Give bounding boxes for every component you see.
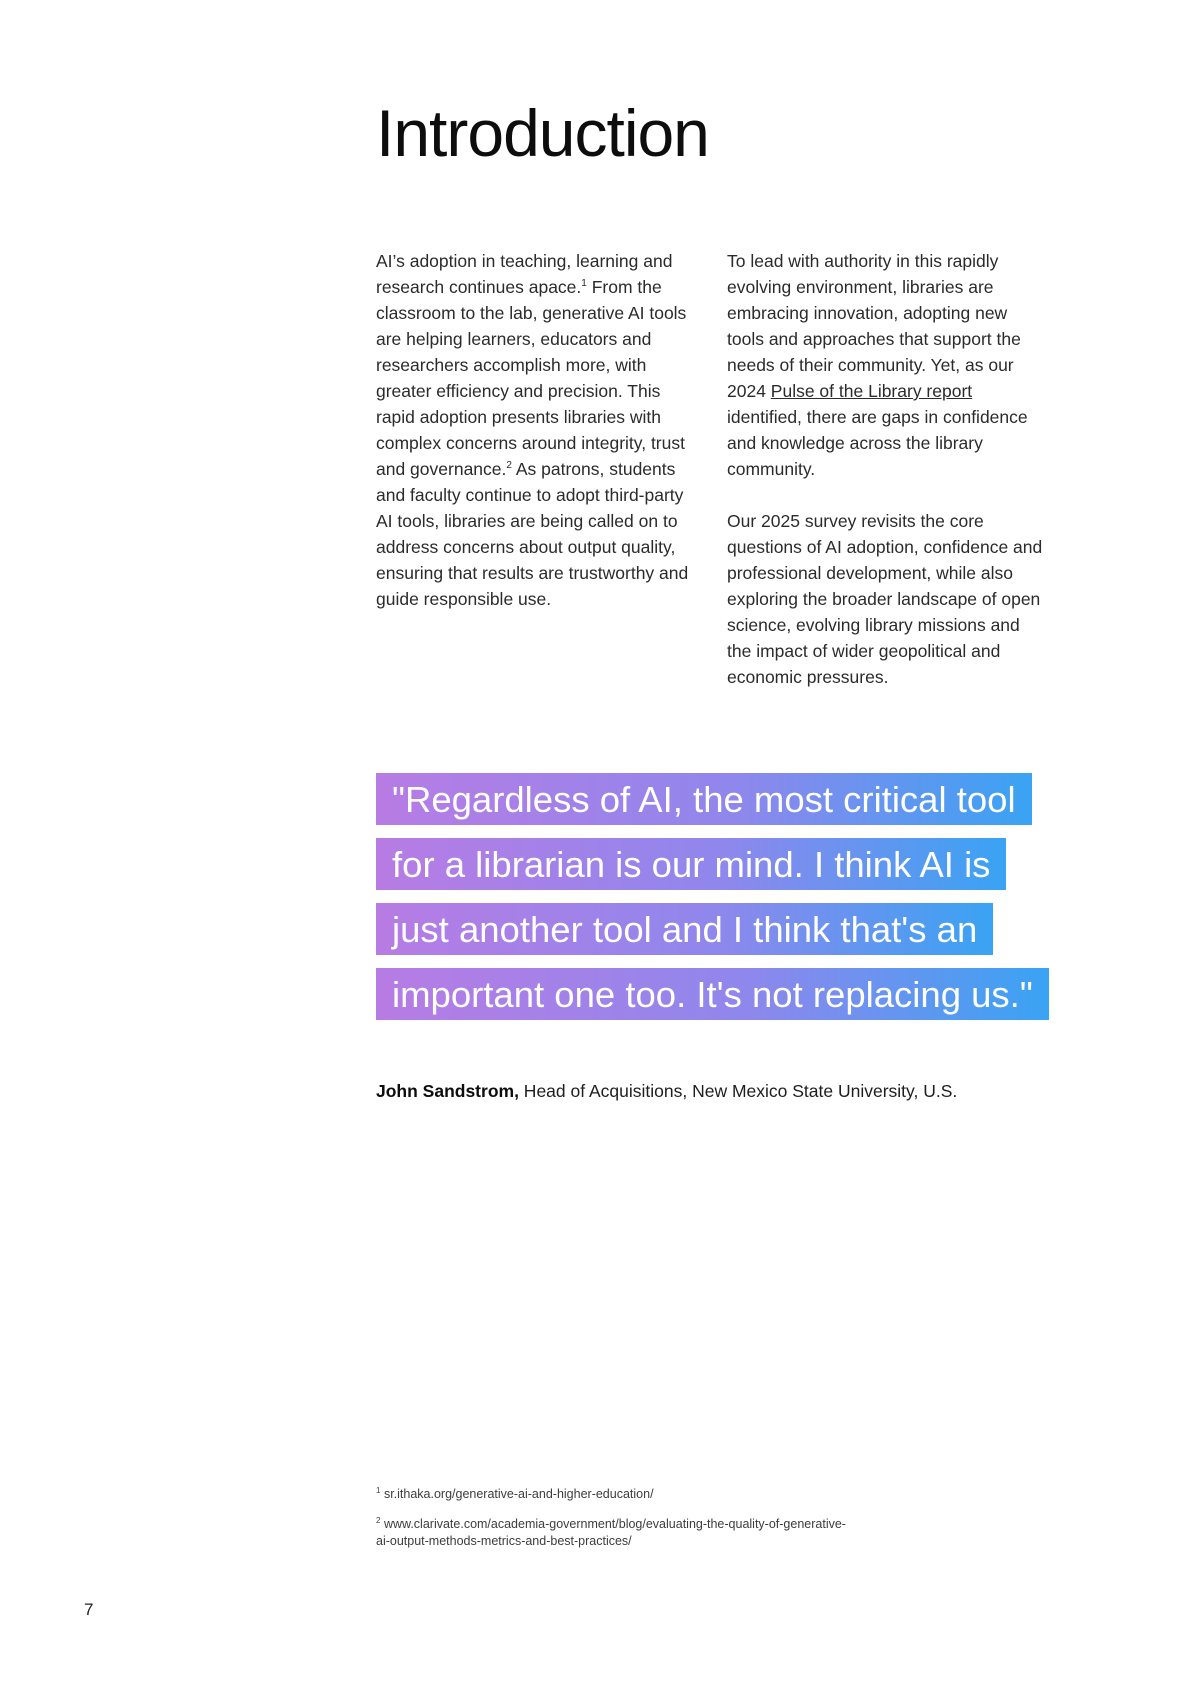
page-title: Introduction xyxy=(376,96,709,170)
intro-paragraph-2 xyxy=(727,248,1047,482)
attribution-name: John Sandstrom, xyxy=(376,1081,519,1101)
footnote-number: 2 xyxy=(376,1515,381,1525)
pull-quote-line: for a librarian is our mind. I think AI is xyxy=(376,838,1006,890)
pull-quote xyxy=(376,770,1096,1030)
footnote-number: 1 xyxy=(376,1485,381,1495)
pull-quote-line: just another tool and I think that's an xyxy=(376,903,993,955)
attribution-role: Head of Acquisitions, New Mexico State University, U.S. xyxy=(518,1081,958,1101)
intro-text: As patrons, students and faculty continue to adopt third-party AI tools, libraries are being called on to address concerns about output quality, ensuring that results are trustworthy and guide responsible use. xyxy=(376,459,689,609)
intro-text: identified, there are gaps in confidence and knowledge across the library community. xyxy=(727,407,1028,479)
intro-text: From the classroom to the lab, generative AI tools are helping learners, educators and researchers accomplish more, with greater efficiency and precision. This rapid adoption presents libraries with complex concerns around integrity, trust and governance. xyxy=(376,277,687,479)
pull-quote-line: important one too. It's not replacing us." xyxy=(376,968,1049,1020)
intro-left-column xyxy=(376,248,702,612)
footnote-ref-1[interactable]: 1 xyxy=(581,278,587,290)
footnote-2 xyxy=(376,1516,846,1550)
intro-paragraph-3: Our 2025 survey revisits the core questions of AI adoption, confidence and professional development, while also exploring the broader landscape of open science, evolving library missions and the impact of wider geopolitical and economic pressures. xyxy=(727,511,1043,687)
footnote-ref-2[interactable]: 2 xyxy=(506,460,512,472)
footnote-1 xyxy=(376,1486,846,1503)
footnotes xyxy=(376,1486,846,1563)
pull-quote-line: "Regardless of AI, the most critical tool xyxy=(376,773,1032,825)
page-number: 7 xyxy=(84,1600,94,1619)
intro-text: AI’s adoption in teaching, learning and research continues apace. xyxy=(376,251,673,297)
intro-right-column xyxy=(727,248,1047,690)
pulse-of-the-library-link[interactable]: Pulse of the Library report xyxy=(770,381,973,401)
intro-paragraph-1 xyxy=(376,248,702,612)
quote-attribution xyxy=(376,1081,957,1102)
footnote-link[interactable]: sr.ithaka.org/generative-ai-and-higher-education/ xyxy=(383,1487,654,1501)
intro-text: To lead with authority in this rapidly evolving environment, libraries are embracing innovation, adopting new tools and approaches that support the needs of their community. Yet, as our 2024 xyxy=(727,251,1021,401)
footnote-link[interactable]: www.clarivate.com/academia-government/blog/evaluating-the-quality-of-generative-ai-output-methods-metrics-and-best-practices/ xyxy=(376,1517,846,1548)
